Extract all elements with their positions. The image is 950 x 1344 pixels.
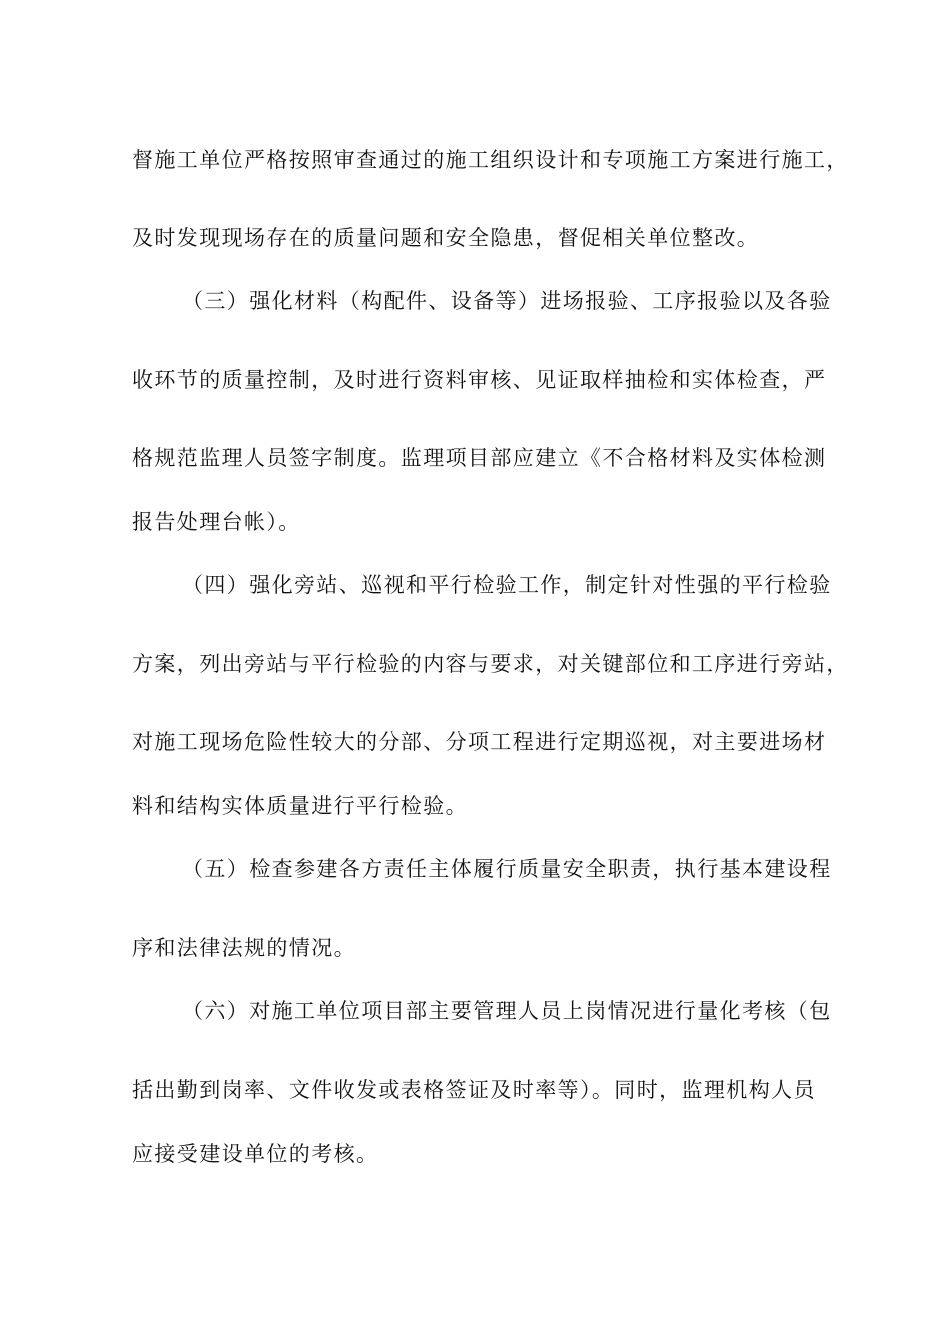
paragraph-heading: （三）强化材料（构配件、设备等）进场报验、工序报验以及各验 <box>182 289 832 313</box>
text-line: 方案，列出旁站与平行检验的内容与要求，对关键部位和工序进行旁站， <box>132 652 849 676</box>
paragraph-heading: （五）检查参建各方责任主体履行质量安全职责，执行基本建设程 <box>182 857 832 881</box>
paragraph-heading: （六）对施工单位项目部主要管理人员上岗情况进行量化考核（包 <box>182 999 832 1023</box>
text-line: 序和法律法规的情况。 <box>132 936 356 960</box>
text-line: 括出勤到岗率、文件收发或表格签证及时率等）。同时，监理机构人员 <box>132 1078 816 1102</box>
text-line: 料和结构实体质量进行平行检验。 <box>132 794 468 818</box>
text-line: 格规范监理人员签字制度。监理项目部应建立《不合格材料及实体检测 <box>132 446 827 470</box>
text-line: 及时发现现场存在的质量问题和安全隐患，督促相关单位整改。 <box>132 226 760 250</box>
text-line: 收环节的质量控制，及时进行资料审核、见证取样抽检和实体检查，严 <box>132 368 827 392</box>
text-line: 报告处理台帐）。 <box>132 510 301 534</box>
paragraph-heading: （四）强化旁站、巡视和平行检验工作，制定针对性强的平行检验 <box>182 573 832 597</box>
text-line: 对施工现场危险性较大的分部、分项工程进行定期巡视，对主要进场材 <box>132 730 827 754</box>
text-line: 督施工单位严格按照审查通过的施工组织设计和专项施工方案进行施工， <box>132 148 849 172</box>
text-line: 应接受建设单位的考核。 <box>132 1142 379 1166</box>
